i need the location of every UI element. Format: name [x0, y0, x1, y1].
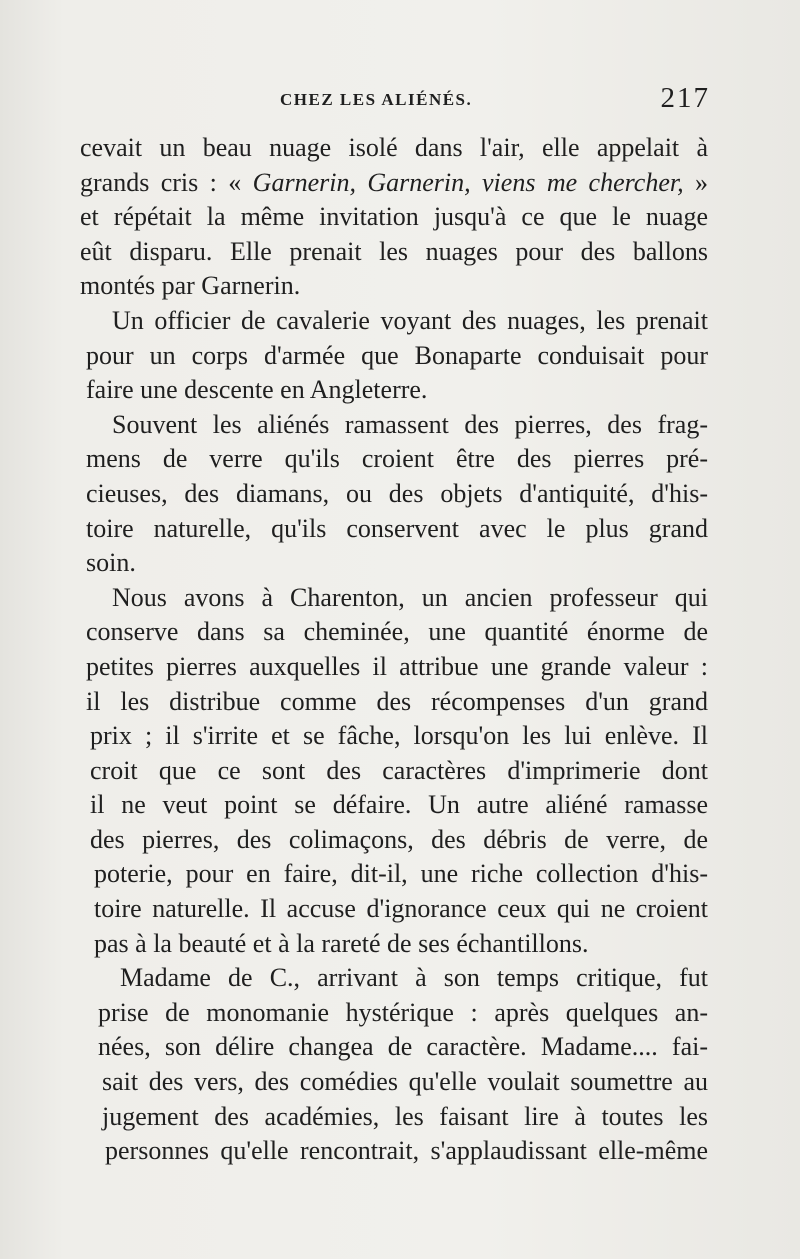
text-line: Souvent les aliénés ramassent des pierres, des frag-	[112, 409, 708, 439]
body-text	[80, 131, 708, 1169]
text-segment: grands cris : «	[80, 167, 253, 197]
text-line: jugement des académies, les faisant lire à toutes les	[102, 1101, 708, 1131]
text-line: eût disparu. Elle prenait les nuages pour des ballons	[80, 236, 708, 266]
text-segment: »	[683, 167, 709, 197]
text-line: cieuses, des diamans, ou des objets d'antiquité, d'his-	[86, 478, 708, 508]
text-line: et répétait la même invitation jusqu'à ce que le nuage	[80, 202, 708, 232]
text-line: cevait un beau nuage isolé dans l'air, elle appelait à	[80, 133, 708, 162]
text-line: mens de verre qu'ils croient être des pierres pré-	[86, 444, 708, 474]
text-line: nées, son délire changea de caractère. Madame.... fai-	[98, 1032, 708, 1062]
text-line: petites pierres auxquelles il attribue une grande valeur :	[86, 651, 708, 681]
text-line: prix ; il s'irrite et se fâche, lorsqu'on les lui enlève. Il	[90, 721, 708, 751]
text-line: Madame de C., arrivant à son temps critique, fut	[120, 963, 708, 993]
text-line: poterie, pour en faire, dit-il, une riche collection d'his-	[94, 859, 708, 889]
text-line: conserve dans sa cheminée, une quantité énorme de	[86, 617, 708, 647]
page-number: 217	[660, 82, 710, 114]
text-line: il ne veut point se défaire. Un autre aliéné ramasse	[90, 790, 708, 820]
text-line: il les distribue comme des récompenses d'un grand	[86, 686, 708, 716]
page-header	[280, 82, 710, 130]
text-line: sait des vers, des comédies qu'elle voulait soumettre au	[102, 1067, 708, 1097]
text-line: personnes qu'elle rencontrait, s'applaudissant elle-même	[105, 1136, 708, 1166]
text-line: toire naturelle. Il accuse d'ignorance ceux qui ne croient	[94, 894, 708, 924]
text-line: croit que ce sont des caractères d'imprimerie dont	[90, 755, 708, 785]
text-line: des pierres, des colimaçons, des débris de verre, de	[90, 824, 708, 854]
text-line: soin.	[86, 548, 136, 578]
text-line: faire une descente en Angleterre.	[86, 375, 428, 405]
text-line	[80, 166, 708, 201]
italic-quote: Garnerin, Garnerin, viens me chercher,	[252, 167, 684, 197]
text-line: pour un corps d'armée que Bonaparte conduisait pour	[86, 340, 708, 370]
text-line: prise de monomanie hystérique : après quelques an-	[98, 997, 708, 1027]
text-line: toire naturelle, qu'ils conservent avec le plus grand	[86, 513, 708, 543]
text-line: Nous avons à Charenton, un ancien professeur qui	[112, 582, 708, 612]
text-line: Un officier de cavalerie voyant des nuages, les prenait	[112, 305, 708, 335]
running-head: CHEZ LES ALIÉNÉS.	[280, 90, 473, 109]
text-line: montés par Garnerin.	[80, 271, 301, 301]
text-line: pas à la beauté et à la rareté de ses échantillons.	[94, 928, 589, 958]
